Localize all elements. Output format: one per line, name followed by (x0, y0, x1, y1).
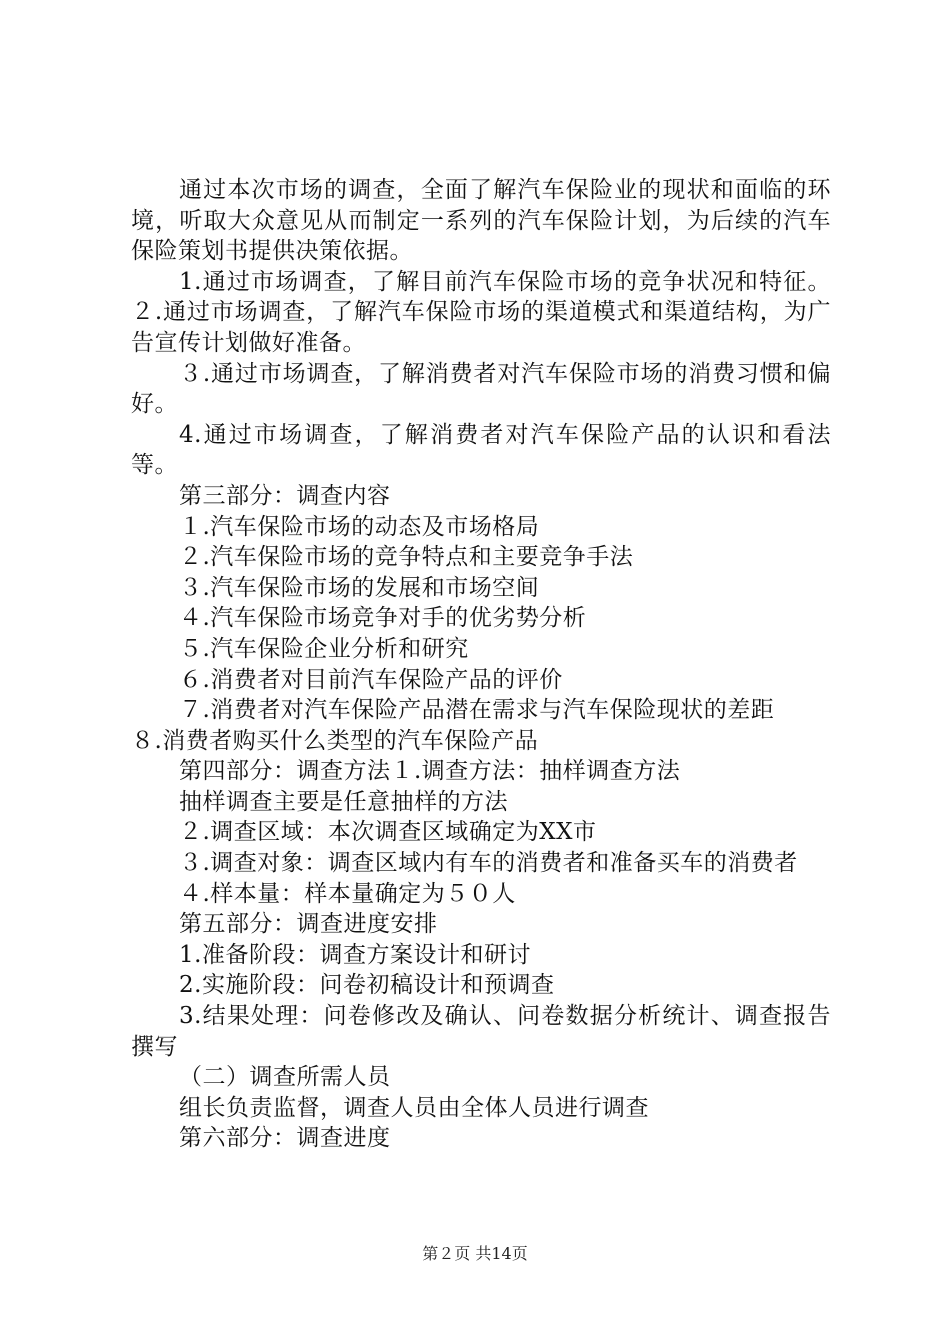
list-item-content-8: ８.消费者购买什么类型的汽车保险产品 (131, 727, 539, 754)
list-item-content-1: １.汽车保险市场的动态及市场格局 (179, 513, 540, 540)
subheading-personnel: （二）调查所需人员 (179, 1064, 391, 1091)
list-item-target: ３.调查对象：调查区域内有车的消费者和准备买车的消费者 (179, 850, 798, 877)
paragraph-intro: 通过本次市场的调查，全面了解汽车保险业的现状和面临的环境，听取大众意见从而制定一系列的汽车保险计划，为后续的汽车保险策划书提供决策依据。 (131, 177, 831, 265)
paragraph-personnel: 组长负责监督，调查人员由全体人员进行调查 (179, 1094, 649, 1121)
list-item-stage-3: 3.结果处理：问卷修改及确认、问卷数据分析统计、调查报告撰写 (131, 1003, 831, 1060)
section-heading-part3: 第三部分：调查内容 (179, 482, 391, 509)
section-heading-part6: 第六部分：调查进度 (179, 1125, 391, 1152)
section-heading-part5: 第五部分：调查进度安排 (179, 911, 438, 938)
document-body (131, 175, 831, 1154)
list-item-stage-1: 1.准备阶段：调查方案设计和研讨 (179, 941, 531, 968)
paragraph-objective-4: 4.通过市场调查，了解消费者对汽车保险产品的认识和看法等。 (131, 421, 831, 479)
list-item-content-6: ６.消费者对目前汽车保险产品的评价 (179, 666, 563, 693)
list-item-content-4: ４.汽车保险市场竞争对手的优劣势分析 (179, 605, 587, 632)
list-item-content-7: ７.消费者对汽车保险产品潜在需求与汽车保险现状的差距 (179, 697, 775, 724)
list-item-content-5: ５.汽车保险企业分析和研究 (179, 635, 469, 662)
list-item-content-3: ３.汽车保险市场的发展和市场空间 (179, 574, 540, 601)
list-item-area: ２.调查区域：本次调查区域确定为XX市 (179, 819, 597, 846)
page-number-footer: 第２页 共14页 (422, 1244, 528, 1263)
section-heading-part4: 第四部分：调查方法１.调查方法：抽样调查方法 (179, 758, 681, 785)
paragraph-sampling: 抽样调查主要是任意抽样的方法 (179, 788, 508, 815)
list-item-content-2: ２.汽车保险市场的竞争特点和主要竞争手法 (179, 544, 634, 571)
paragraph-objective-1-2: 1.通过市场调查，了解目前汽车保险市场的竞争状况和特征。２.通过市场调查，了解汽车保险市场的渠道模式和渠道结构，为广告宣传计划做好准备。 (131, 268, 831, 356)
list-item-stage-2: 2.实施阶段：问卷初稿设计和预调查 (179, 972, 555, 999)
paragraph-objective-3: ３.通过市场调查，了解消费者对汽车保险市场的消费习惯和偏好。 (131, 360, 831, 418)
list-item-sample-size: ４.样本量：样本量确定为５０人 (179, 880, 516, 907)
